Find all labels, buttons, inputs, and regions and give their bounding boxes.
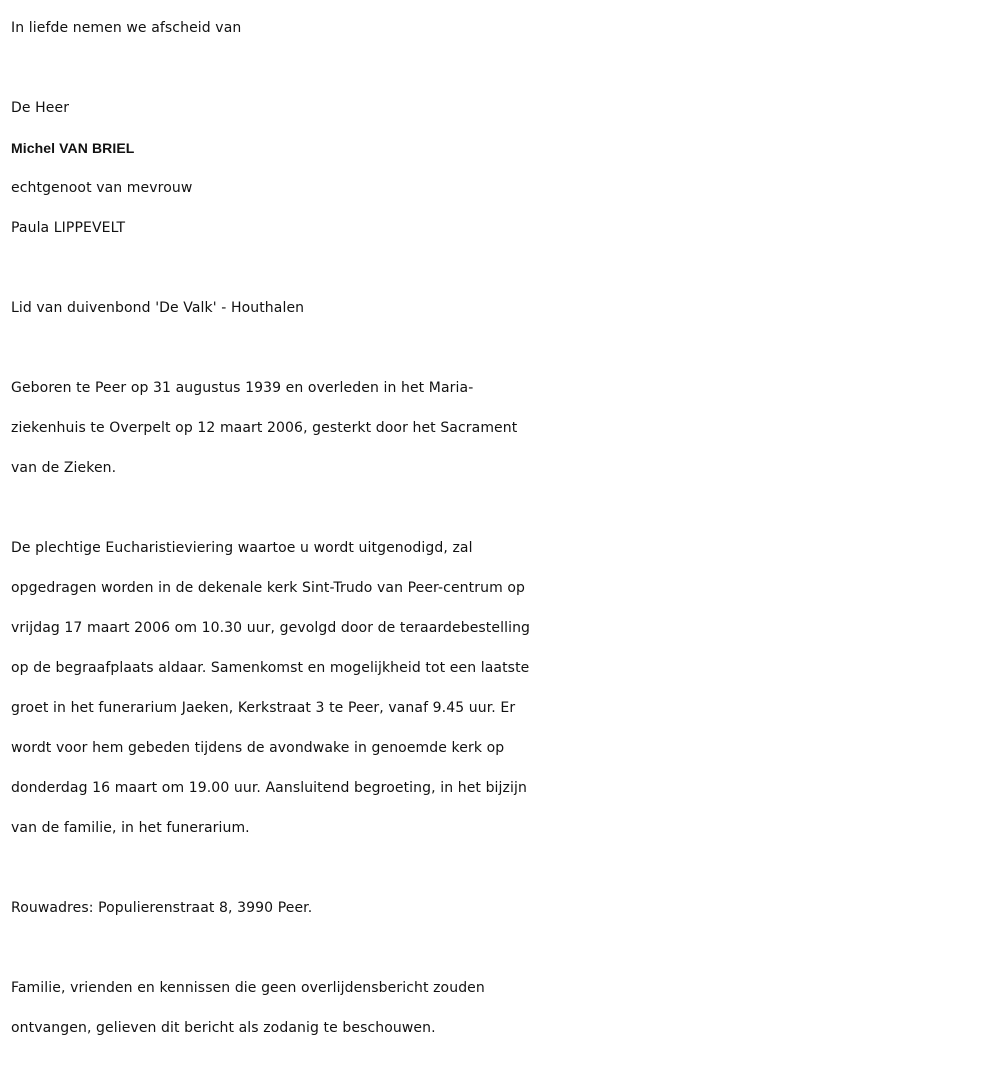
spacer [11, 928, 990, 968]
paragraph-line: wordt voor hem gebeden tijdens de avondwake in genoemde kerk op [11, 740, 505, 756]
intro-line: In liefde nemen we afscheid van [11, 20, 242, 36]
paragraph-line: Geboren te Peer op 31 augustus 1939 en overleden in het Maria- [11, 380, 474, 396]
birth-death-paragraph [11, 368, 990, 488]
ceremony-paragraph [11, 528, 990, 848]
paragraph-line: ziekenhuis te Overpelt op 12 maart 2006, gesterkt door het Sacrament [11, 420, 518, 436]
deceased-name: Michel VAN BRIEL [11, 140, 135, 156]
spacer [11, 848, 990, 888]
paragraph-line: groet in het funerarium Jaeken, Kerkstraat 3 te Peer, vanaf 9.45 uur. Er [11, 700, 516, 716]
relation-line: echtgenoot van mevrouw [11, 180, 193, 196]
spouse-name: Paula LIPPEVELT [11, 220, 126, 236]
paragraph-line: opgedragen worden in de dekenale kerk Sint-Trudo van Peer-centrum op [11, 580, 526, 596]
honorific: De Heer [11, 100, 70, 116]
spacer [11, 328, 990, 368]
closing-paragraph [11, 968, 990, 1048]
paragraph-line: van de familie, in het funerarium. [11, 820, 250, 836]
paragraph-line: ontvangen, gelieven dit bericht als zodanig te beschouwen. [11, 1020, 436, 1036]
paragraph-line: vrijdag 17 maart 2006 om 10.30 uur, gevolgd door de teraardebestelling [11, 620, 531, 636]
spacer [11, 488, 990, 528]
spacer [11, 48, 990, 88]
mourning-address: Rouwadres: Populierenstraat 8, 3990 Peer. [11, 900, 313, 916]
paragraph-line: De plechtige Eucharistieviering waartoe u wordt uitgenodigd, zal [11, 540, 473, 556]
paragraph-line: donderdag 16 maart om 19.00 uur. Aansluitend begroeting, in het bijzijn [11, 780, 527, 796]
paragraph-line: op de begraafplaats aldaar. Samenkomst en mogelijkheid tot een laatste [11, 660, 530, 676]
paragraph-line: van de Zieken. [11, 460, 117, 476]
spacer [11, 248, 990, 288]
membership-line: Lid van duivenbond 'De Valk' - Houthalen [11, 300, 305, 316]
paragraph-line: Familie, vrienden en kennissen die geen overlijdensbericht zouden [11, 980, 485, 996]
